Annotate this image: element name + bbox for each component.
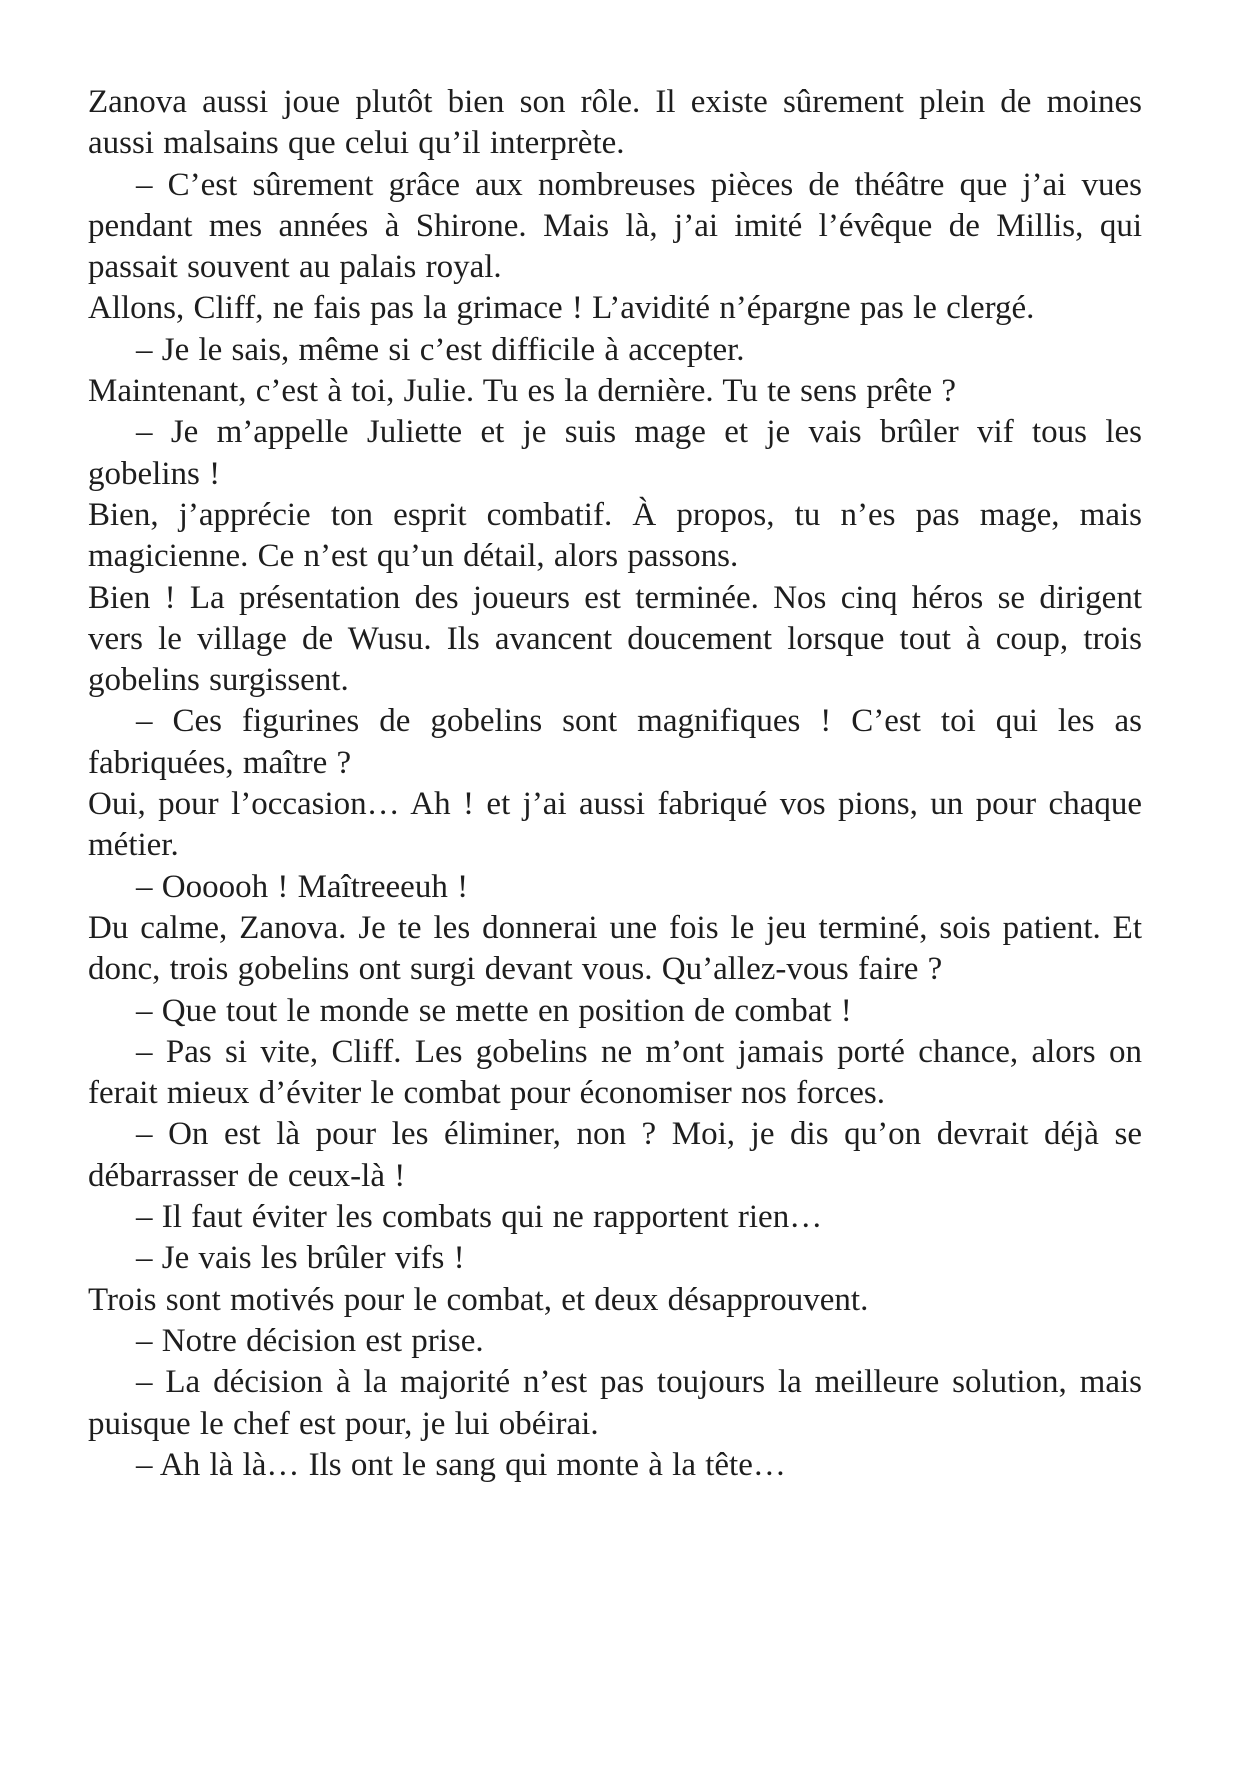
paragraph: Oui, pour l’occasion… Ah ! et j’ai aussi fabriqué vos pions, un pour chaque métier. <box>88 786 1142 864</box>
paragraph: Bien ! La présentation des joueurs est terminée. Nos cinq héros se dirigent vers le village de Wusu. Ils avancent doucement lorsque tout à coup, trois gobelins surgissent. <box>88 579 1142 699</box>
paragraph: – Que tout le monde se mette en position de combat ! <box>136 992 852 1029</box>
paragraph: Maintenant, c’est à toi, Julie. Tu es la dernière. Tu te sens prête ? <box>88 373 957 410</box>
paragraph: – Oooooh ! Maîtreeeuh ! <box>136 868 469 905</box>
paragraph: Du calme, Zanova. Je te les donnerai une fois le jeu terminé, sois patient. Et donc, trois gobelins ont surgi devant vous. Qu’allez-vous faire ? <box>88 909 1142 988</box>
paragraph: – On est là pour les éliminer, non ? Moi, je dis qu’on devrait déjà se débarrasser de ceux-là ! <box>88 1116 1142 1194</box>
paragraph: Allons, Cliff, ne fais pas la grimace ! L’avidité n’épargne pas le clergé. <box>88 290 1035 327</box>
paragraph: – La décision à la majorité n’est pas toujours la meilleure solution, mais puisque le chef est pour, je lui obéirai. <box>88 1364 1142 1442</box>
paragraph: – C’est sûrement grâce aux nombreuses pièces de théâtre que j’ai vues pendant mes années à Shirone. Mais là, j’ai imité l’évêque de Millis, qui passait souvent au palais royal. <box>88 166 1142 286</box>
paragraph: – Ces figurines de gobelins sont magnifiques ! C’est toi qui les as fabriquées, maître ? <box>88 703 1142 781</box>
paragraph: – Je vais les brûler vifs ! <box>136 1240 465 1277</box>
paragraph: Trois sont motivés pour le combat, et deux désapprouvent. <box>88 1281 869 1318</box>
paragraph: – Je m’appelle Juliette et je suis mage et je vais brûler vif tous les gobelins ! <box>88 414 1142 492</box>
paragraph: – Il faut éviter les combats qui ne rapportent rien… <box>136 1199 823 1236</box>
paragraph: – Ah là là… Ils ont le sang qui monte à la tête… <box>136 1446 786 1483</box>
paragraph: Bien, j’apprécie ton esprit combatif. À propos, tu n’es pas mage, mais magicienne. Ce n’est qu’un détail, alors passons. <box>88 496 1142 575</box>
paragraph: – Notre décision est prise. <box>136 1322 484 1359</box>
paragraph: – Pas si vite, Cliff. Les gobelins ne m’ont jamais porté chance, alors on ferait mieux d’éviter le combat pour économiser nos forces. <box>88 1033 1142 1112</box>
paragraph: – Je le sais, même si c’est difficile à accepter. <box>136 331 745 368</box>
paragraph: Zanova aussi joue plutôt bien son rôle. Il existe sûrement plein de moines aussi malsains que celui qu’il interprète. <box>88 84 1142 162</box>
